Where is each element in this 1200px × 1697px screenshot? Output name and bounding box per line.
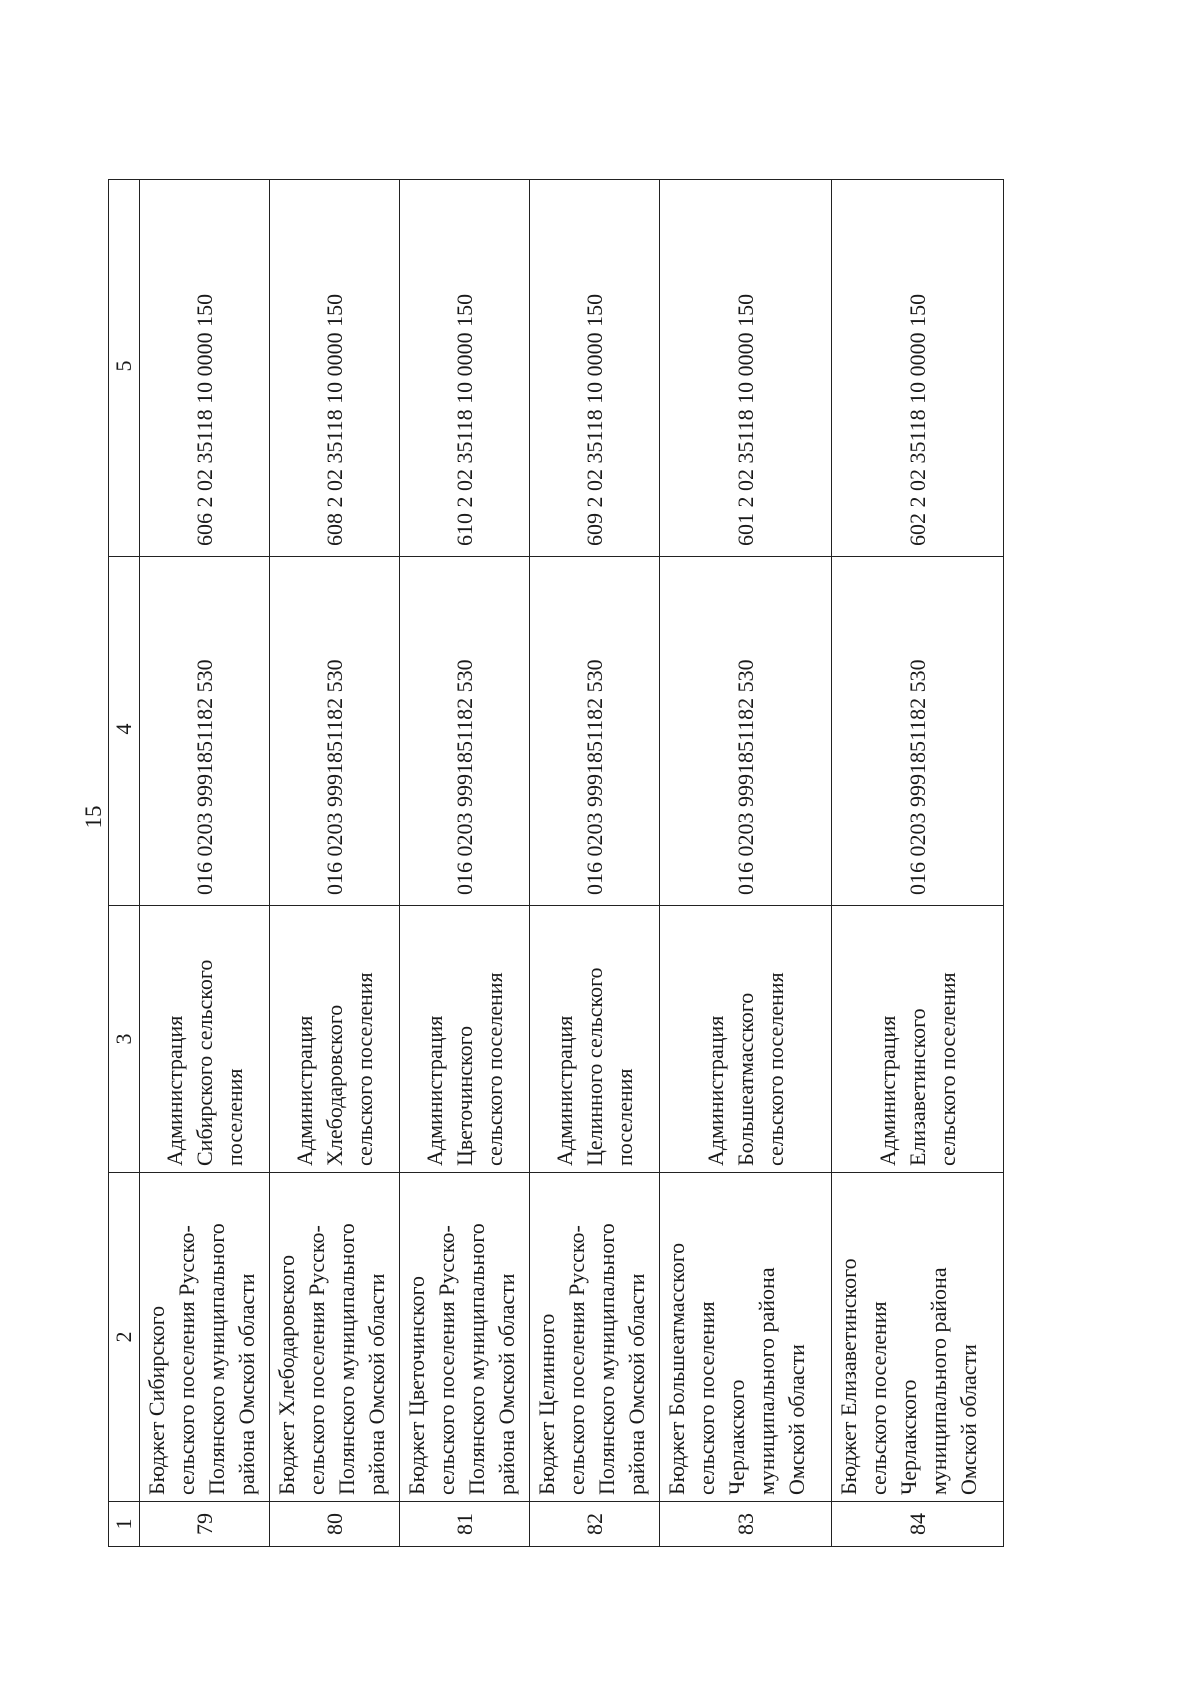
row-number: 80 bbox=[270, 1502, 400, 1547]
revenue-code-cell: 610 2 02 35118 10 0000 150 bbox=[400, 180, 530, 557]
expense-code-cell: 016 0203 9991851182 530 bbox=[660, 557, 832, 906]
budget-name: Бюджет Хлебодаровского сельского поселения Русско- Полянского муниципального района Омской области bbox=[274, 1223, 389, 1495]
table-row bbox=[140, 180, 270, 1547]
budget-name: Бюджет Цветочинского сельского поселения Русско- Полянского муниципального района Омской области bbox=[404, 1223, 519, 1495]
expense-code-cell: 016 0203 9991851182 530 bbox=[140, 557, 270, 906]
column-header-2: 2 bbox=[109, 1173, 140, 1502]
budget-name-cell bbox=[140, 1173, 270, 1502]
revenue-code-cell: 609 2 02 35118 10 0000 150 bbox=[530, 180, 660, 557]
revenue-code-cell: 602 2 02 35118 10 0000 150 bbox=[832, 180, 1004, 557]
row-number: 83 bbox=[660, 1502, 832, 1547]
budget-name-cell bbox=[400, 1173, 530, 1502]
administrator-cell bbox=[400, 906, 530, 1173]
expense-code-cell: 016 0203 9991851182 530 bbox=[400, 557, 530, 906]
table-header-row bbox=[109, 180, 140, 1547]
column-header-5: 5 bbox=[109, 180, 140, 557]
row-number: 82 bbox=[530, 1502, 660, 1547]
table-row bbox=[660, 180, 832, 1547]
administrator-cell bbox=[270, 906, 400, 1173]
revenue-code-cell: 601 2 02 35118 10 0000 150 bbox=[660, 180, 832, 557]
administrator-name: Администрация Цветочинского сельского поселения bbox=[421, 972, 507, 1166]
budget-name: Бюджет Большеатмасского сельского поселения Черлакского муниципального района Омской области bbox=[664, 1242, 809, 1495]
budget-name-cell bbox=[530, 1173, 660, 1502]
administrator-name: Администрация Сибирского сельского поселения bbox=[161, 959, 247, 1166]
administrator-name: Администрация Большеатмасского сельского поселения bbox=[702, 972, 788, 1166]
column-header-3: 3 bbox=[109, 906, 140, 1173]
budget-name: Бюджет Сибирского сельского поселения Русско- Полянского муниципального района Омской области bbox=[144, 1223, 259, 1495]
budget-name-cell bbox=[270, 1173, 400, 1502]
table-row bbox=[832, 180, 1004, 1547]
administrator-name: Администрация Елизаветинского сельского поселения bbox=[874, 972, 960, 1166]
administrator-name: Администрация Целинного сельского поселения bbox=[551, 967, 637, 1166]
column-header-1: 1 bbox=[109, 1502, 140, 1547]
row-number: 81 bbox=[400, 1502, 530, 1547]
expense-code-cell: 016 0203 9991851182 530 bbox=[530, 557, 660, 906]
budget-name: Бюджет Елизаветинского сельского поселения Черлакского муниципального района Омской области bbox=[836, 1258, 981, 1495]
administrator-cell bbox=[832, 906, 1004, 1173]
expense-code-cell: 016 0203 9991851182 530 bbox=[270, 557, 400, 906]
administrator-cell bbox=[530, 906, 660, 1173]
table-row bbox=[270, 180, 400, 1547]
column-header-4: 4 bbox=[109, 557, 140, 906]
administrator-name: Администрация Хлебодаровского сельского поселения bbox=[291, 972, 377, 1166]
revenue-code-cell: 606 2 02 35118 10 0000 150 bbox=[140, 180, 270, 557]
row-number: 79 bbox=[140, 1502, 270, 1547]
row-number: 84 bbox=[832, 1502, 1004, 1547]
administrator-cell bbox=[660, 906, 832, 1173]
revenue-code-cell: 608 2 02 35118 10 0000 150 bbox=[270, 180, 400, 557]
expense-code-cell: 016 0203 9991851182 530 bbox=[832, 557, 1004, 906]
page-number: 15 bbox=[81, 805, 106, 829]
budget-name-cell bbox=[660, 1173, 832, 1502]
table-row bbox=[400, 180, 530, 1547]
table-row bbox=[530, 180, 660, 1547]
budget-name: Бюджет Целинного сельского поселения Русско- Полянского муниципального района Омской области bbox=[534, 1223, 649, 1495]
administrator-cell bbox=[140, 906, 270, 1173]
budget-table bbox=[108, 179, 1004, 1547]
budget-name-cell bbox=[832, 1173, 1004, 1502]
